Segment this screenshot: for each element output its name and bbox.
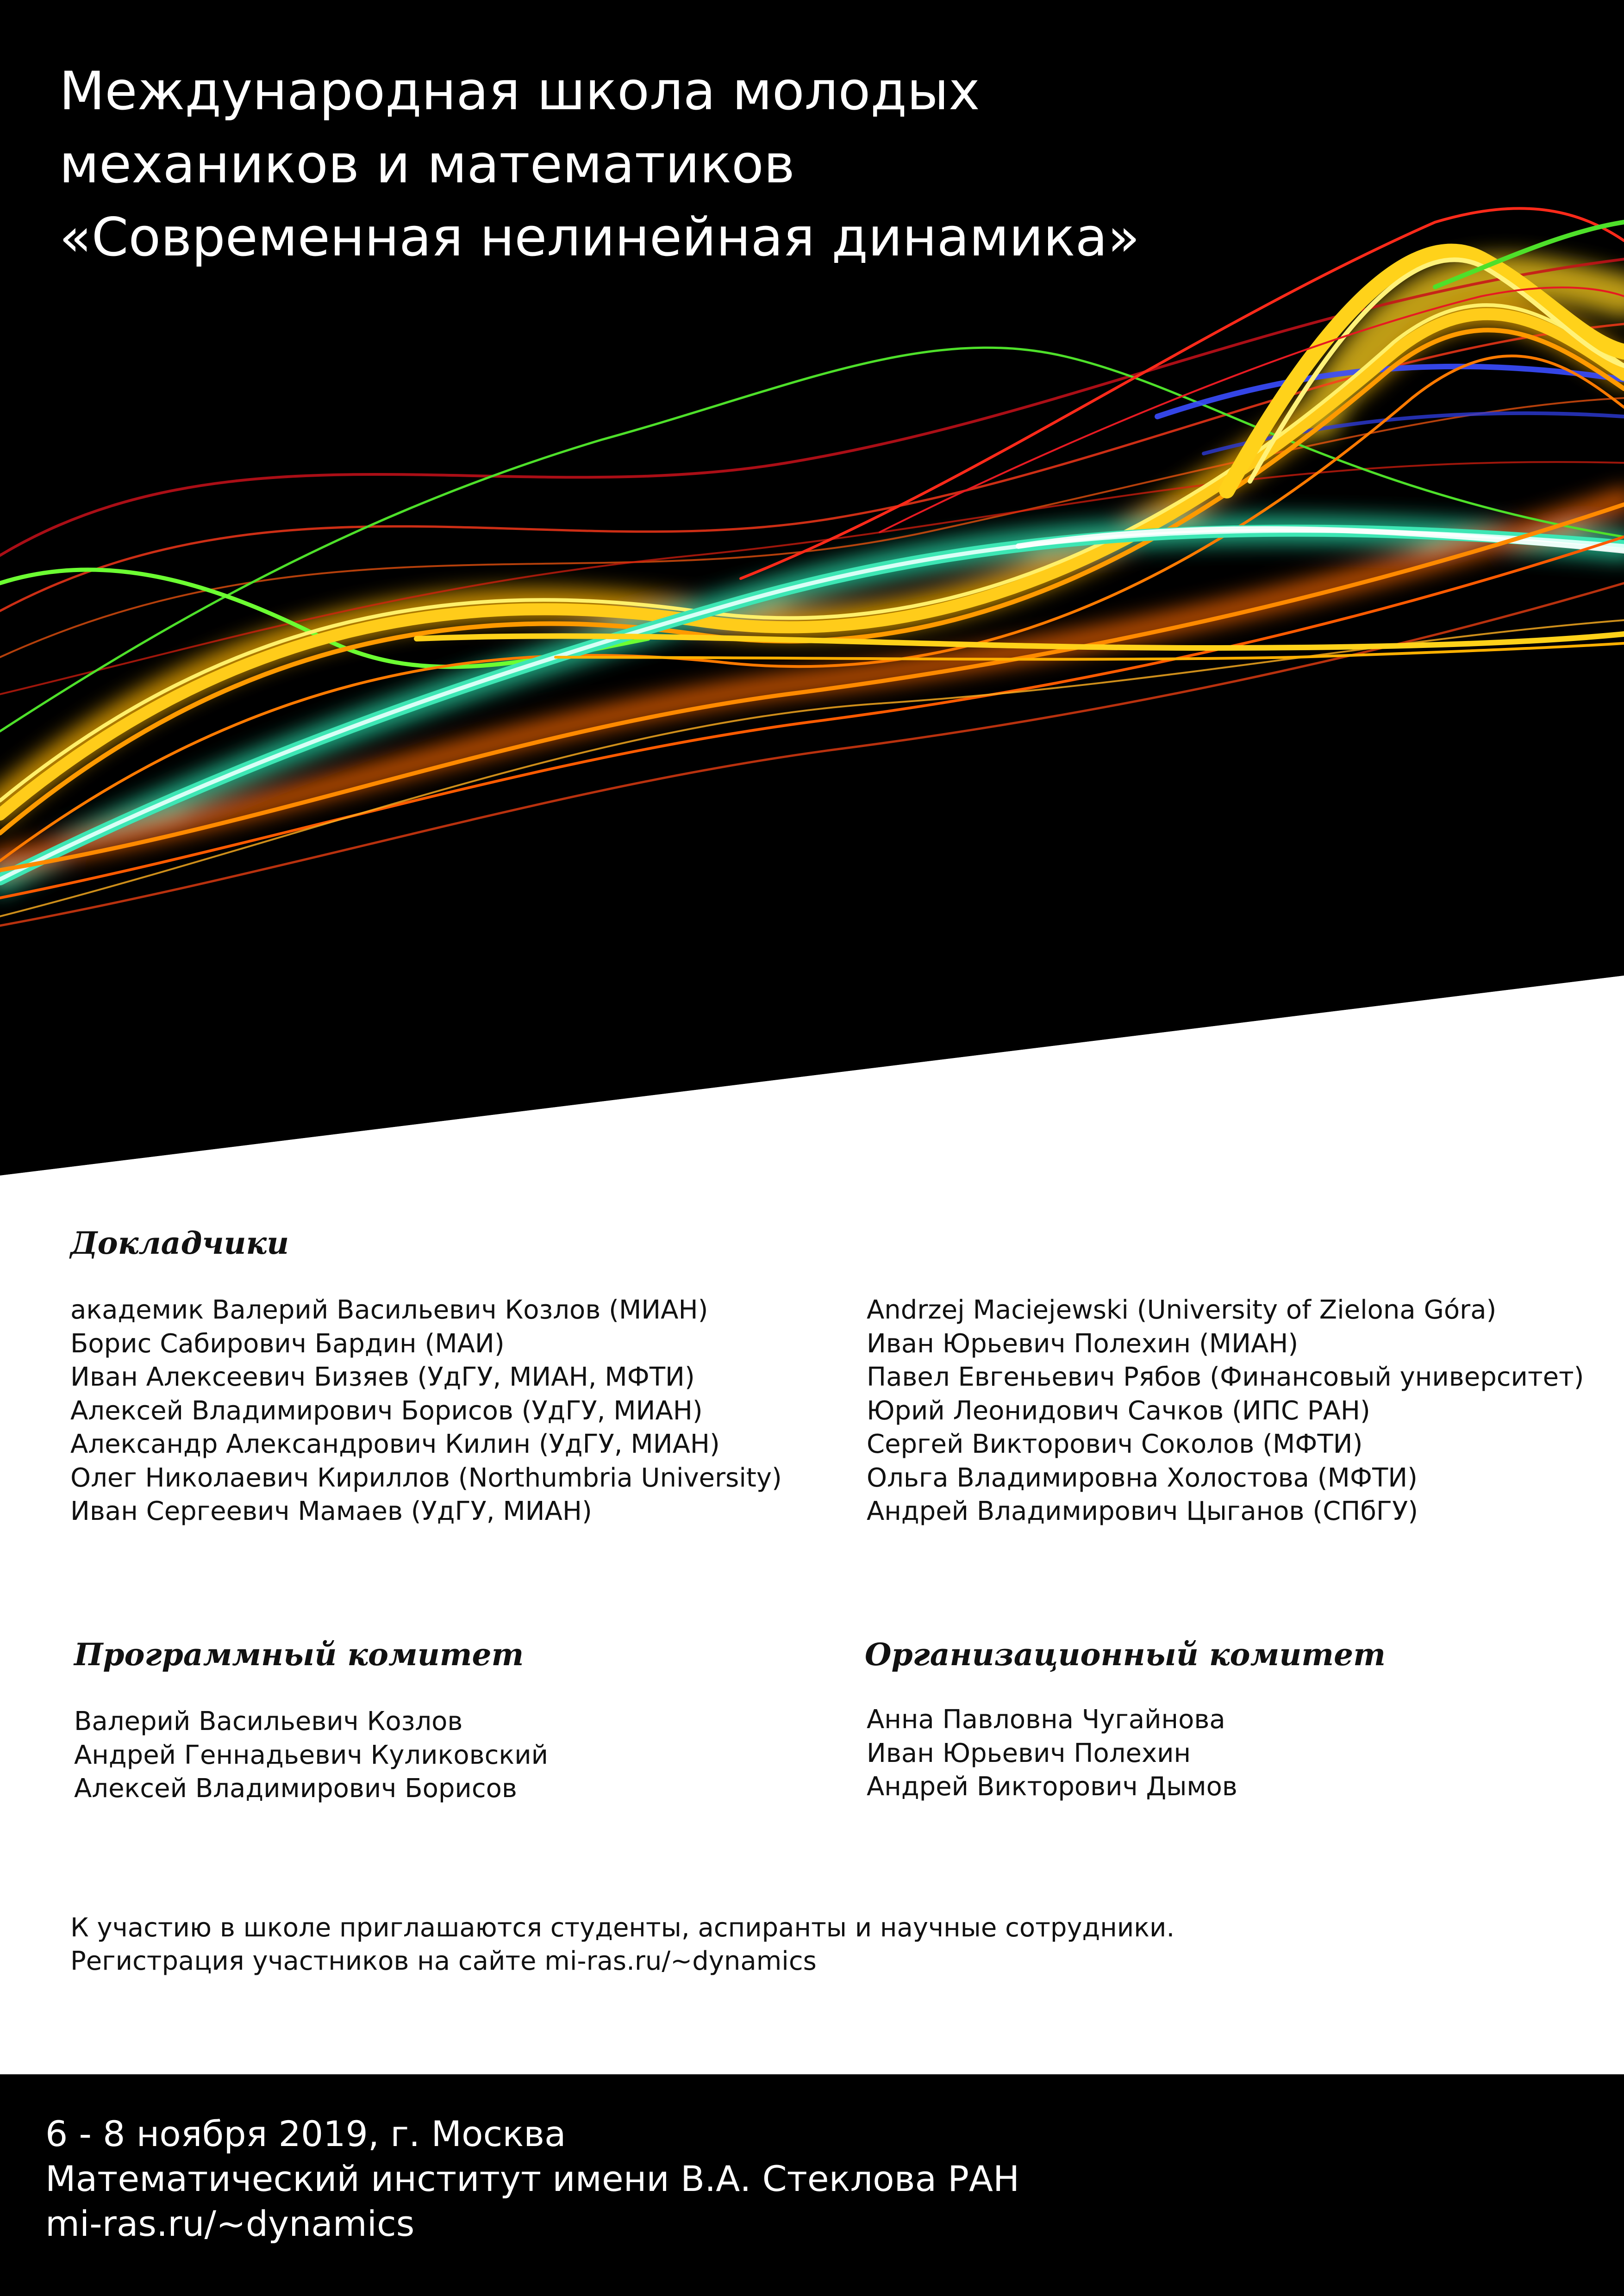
speaker-item: Борис Сабирович Бардин (МАИ) bbox=[70, 1328, 505, 1359]
footer-band bbox=[0, 2074, 1624, 2296]
event-url: mi-ras.ru/~dynamics bbox=[45, 2203, 415, 2244]
speaker-item: Олег Николаевич Кириллов (Northumbria University) bbox=[70, 1462, 782, 1493]
committee-member: Иван Юрьевич Полехин bbox=[867, 1738, 1191, 1768]
speaker-item: Andrzej Maciejewski (University of Zielona Góra) bbox=[867, 1295, 1497, 1325]
speaker-item: Юрий Леонидович Сачков (ИПС РАН) bbox=[867, 1395, 1370, 1426]
host-institute: Математический институт имени В.А. Стеклова РАН bbox=[45, 2158, 1020, 2199]
committee-member: Анна Павловна Чугайнова bbox=[867, 1705, 1225, 1735]
organizing-committee-list bbox=[867, 1703, 1237, 1804]
speaker-item: Иван Юрьевич Полехин (МИАН) bbox=[867, 1328, 1299, 1359]
speakers-heading: Докладчики bbox=[70, 1225, 289, 1261]
speaker-item: Александр Александрович Килин (УдГУ, МИАН) bbox=[70, 1429, 720, 1459]
committee-member: Алексей Владимирович Борисов bbox=[74, 1773, 517, 1804]
speakers-list-right bbox=[867, 1294, 1584, 1529]
speaker-item: Павел Евгеньевич Рябов (Финансовый университет) bbox=[867, 1362, 1584, 1392]
school-title-line-2: механиков и математиков bbox=[59, 133, 795, 195]
organizing-committee-heading: Организационный комитет bbox=[865, 1636, 1386, 1673]
invitation-line: К участию в школе приглашаются студенты, аспиранты и научные сотрудники. bbox=[70, 1913, 1175, 1943]
school-title-line-1: Международная школа молодых bbox=[59, 60, 980, 122]
footer-info bbox=[45, 2111, 1019, 2246]
speaker-item: Алексей Владимирович Борисов (УдГУ, МИАН) bbox=[70, 1395, 703, 1426]
school-title bbox=[59, 55, 1140, 274]
program-committee-heading: Программный комитет bbox=[74, 1636, 524, 1673]
speaker-item: академик Валерий Васильевич Козлов (МИАН) bbox=[70, 1295, 708, 1325]
speaker-item: Андрей Владимирович Цыганов (СПбГУ) bbox=[867, 1496, 1418, 1526]
invitation-text bbox=[70, 1911, 1174, 1978]
speakers-list-left bbox=[70, 1294, 782, 1529]
committee-member: Андрей Викторович Дымов bbox=[867, 1772, 1237, 1802]
committee-member: Андрей Геннадьевич Куликовский bbox=[74, 1740, 549, 1770]
speaker-item: Иван Сергеевич Мамаев (УдГУ, МИАН) bbox=[70, 1496, 592, 1526]
committee-member: Валерий Васильевич Козлов bbox=[74, 1706, 463, 1736]
speaker-item: Иван Алексеевич Бизяев (УдГУ, МИАН, МФТИ) bbox=[70, 1362, 695, 1392]
registration-line: Регистрация участников на сайте mi-ras.ru/~dynamics bbox=[70, 1946, 817, 1976]
speaker-item: Сергей Викторович Соколов (МФТИ) bbox=[867, 1429, 1363, 1459]
program-committee-list bbox=[74, 1705, 548, 1806]
speaker-item: Ольга Владимировна Холостова (МФТИ) bbox=[867, 1462, 1418, 1493]
school-title-line-3: «Современная нелинейная динамика» bbox=[59, 206, 1140, 268]
event-date-place: 6 - 8 ноября 2019, г. Москва bbox=[45, 2113, 566, 2154]
